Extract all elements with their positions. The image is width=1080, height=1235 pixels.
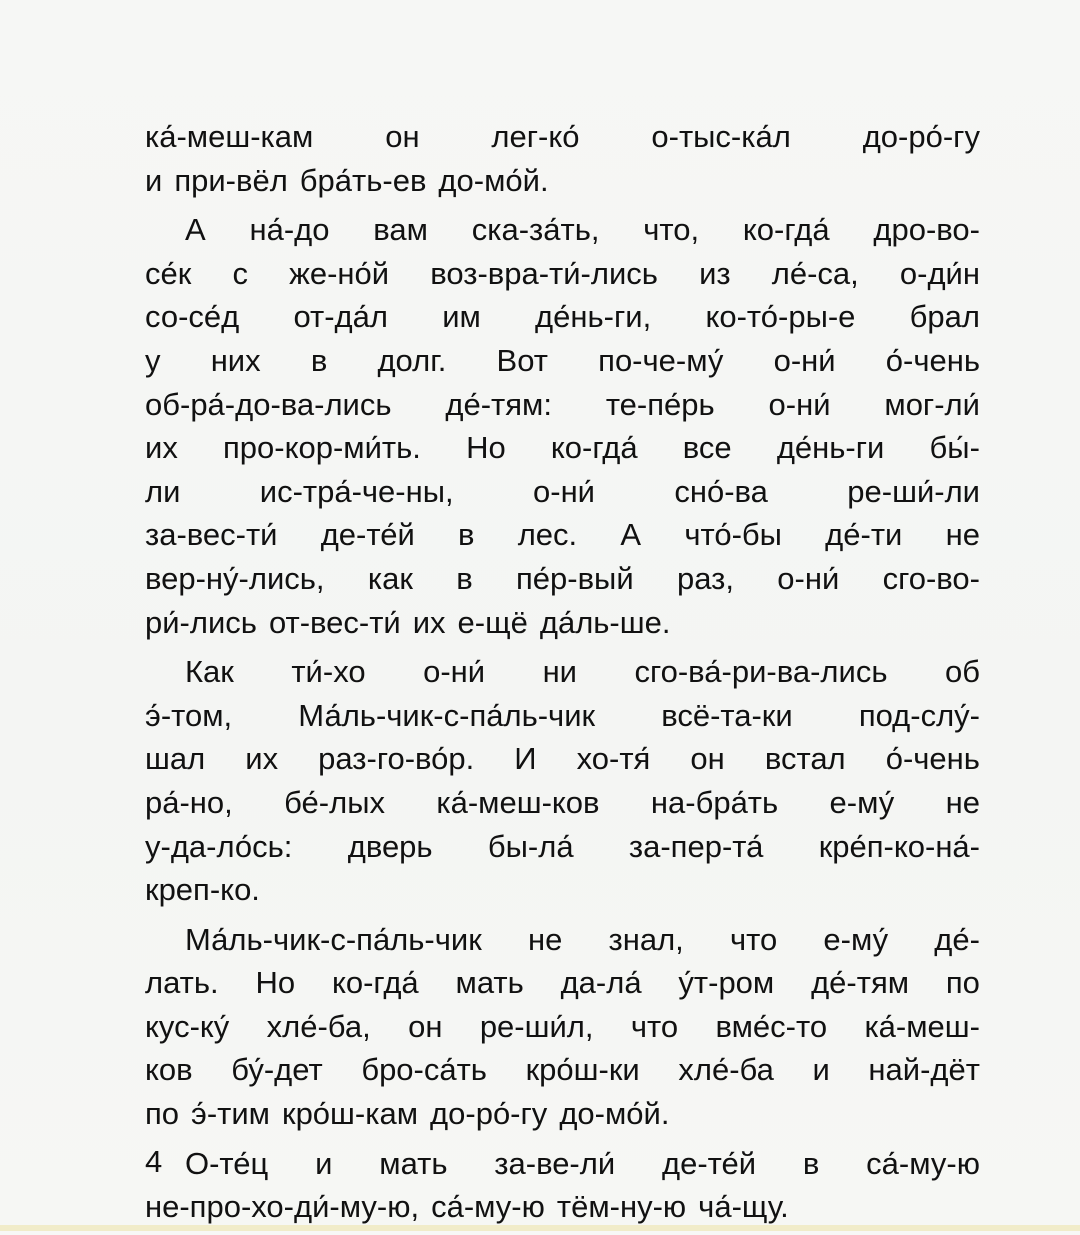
text-line [145,208,980,252]
word: в [802,1145,820,1181]
word: брал [909,299,980,335]
word: ни [542,654,577,690]
word: от-да́л [293,299,388,335]
word: де-те́й [320,517,415,553]
word: за-пер-та́ [628,828,764,864]
text-line [145,426,980,470]
word: ти́-хо [291,654,366,690]
text-line [145,1185,980,1229]
word: и [315,1145,333,1181]
word: их [412,604,446,640]
word: кро́ш-ки [525,1052,640,1088]
word: бе́-лых [284,784,385,820]
text-line [145,159,980,203]
word: ле́-са, [771,255,859,291]
word: кре́п-ко-на́- [818,828,980,864]
word: лег-ко́ [491,119,580,154]
word: мать [455,965,524,1001]
word: э́-тим [191,1096,270,1132]
word: де́-ти [825,517,903,553]
word: ко-то́-ры-е [705,299,856,335]
word: лес. [517,517,578,553]
word: же-но́й [289,255,390,291]
word: ка́-меш-ков [436,784,600,820]
word: ча́-щу. [698,1189,789,1225]
word: креп-ко. [145,872,260,908]
page-edge [0,1225,1080,1231]
word: и [812,1052,830,1088]
word: под-слу́- [858,697,980,733]
text-line [145,1142,980,1186]
paragraph [145,208,980,644]
word: до-мо́й. [438,162,549,198]
word: про-кор-ми́ть. [223,430,421,466]
word: дро-во- [873,212,980,248]
word: ко-гда́ [550,430,638,466]
word: пе́р-вый [516,560,634,596]
word: бы-ла́ [487,828,574,864]
word: ре-ши́-ли [847,473,980,509]
word: до-ро́-гу [430,1096,548,1132]
text-line [145,918,980,962]
word: е-щё [457,604,528,640]
word: он [408,1008,443,1044]
word: ка́-меш-кам [145,119,314,154]
word: Как [185,654,234,690]
word: О-те́ц [185,1145,269,1181]
word: ли [145,473,181,509]
word: он [690,741,725,777]
text-line [145,295,980,339]
word: о-ди́н [899,255,980,291]
word: о-ни́ [777,560,840,596]
word: все [682,430,732,466]
word: ра́-но, [145,784,233,820]
word: де-те́й [661,1145,757,1181]
story-text [145,115,980,1235]
word: Ма́ль-чик-с-па́ль-чик [298,697,596,733]
word: ре-ши́л, [479,1008,594,1044]
word: сго-ва́-ри-ва-лись [634,654,888,690]
word: раз-го-во́р. [318,741,475,777]
word: ко-гда́ [331,965,419,1001]
paragraph [145,115,980,202]
word: о-ни́ [773,342,836,378]
word: вам [373,212,428,248]
word: на́-до [249,212,330,248]
word: что, [643,212,700,248]
text-line [145,1005,980,1049]
word: де́нь-ги [776,430,885,466]
word: ко-гда́ [742,212,830,248]
word: И [514,741,537,777]
text-line [145,383,980,427]
word: хо-тя́ [576,741,651,777]
word: А [185,212,206,248]
word: шал [145,741,206,777]
word: ка́-меш- [864,1008,980,1044]
word: по [145,1096,180,1132]
word: их [245,741,279,777]
word: о-тыс-ка́л [651,119,791,154]
word: у-да-ло́сь: [145,828,293,864]
word: из [699,255,731,291]
word: о-ни́ [768,386,831,422]
word: об-ра́-до-ва-лись [145,386,392,422]
word: с [232,255,248,291]
word: о-ни́ [423,654,486,690]
word: до-мо́й. [559,1096,670,1132]
text-line [145,1092,980,1136]
word: что [630,1008,679,1044]
word: и [145,162,163,198]
word: дверь [347,828,433,864]
word: кро́ш-кам [282,1096,419,1132]
word: не [945,517,980,553]
word: е-му́ [829,784,895,820]
text-line [145,694,980,738]
text-line [145,650,980,694]
word: ска-за́ть, [471,212,600,248]
word: до-ро́-гу [862,119,980,154]
word: най-дёт [868,1052,980,1088]
paragraph [145,918,980,1136]
word: ис-тра́-че-ны, [259,473,454,509]
word: кус-ку́ [145,1008,230,1044]
word: всё-та-ки [661,697,793,733]
word: те-пе́рь [605,386,715,422]
word: от-вес-ти́ [268,604,401,640]
word: хле́-ба, [266,1008,371,1044]
word: мать [379,1145,448,1181]
word: са́-му-ю [431,1189,545,1225]
word: по-че-му́ [598,342,724,378]
word: со-се́д [145,299,240,335]
paragraph [145,650,980,912]
word: что [729,921,778,957]
word: у [145,342,161,378]
word: де́-тям [811,965,910,1001]
word: Но [255,965,296,1001]
word: са́-му-ю [866,1145,980,1181]
word: ков [145,1052,193,1088]
word: что́-бы [684,517,782,553]
word: е-му́ [823,921,889,957]
word: при-вёл [174,162,288,198]
text-line [145,781,980,825]
word: о́-чень [885,342,980,378]
word: по [945,965,980,1001]
word: да-ла́ [560,965,642,1001]
word: их [145,430,178,466]
word: в [458,517,475,553]
word: де́-тям: [445,386,552,422]
word: них [210,342,261,378]
text-line [145,252,980,296]
word: э́-том, [145,697,233,733]
page-number: 4 [145,1144,163,1179]
text-line [145,115,980,159]
word: не [527,921,563,957]
word: мог-ли́ [884,386,980,422]
word: за-ве-ли́ [494,1145,616,1181]
word: как [367,560,413,596]
word: бро-са́ть [361,1052,487,1088]
word: у́т-ром [678,965,775,1001]
text-line [145,601,980,645]
word: ри́-лись [145,604,257,640]
word: о́-чень [885,741,980,777]
text-line [145,868,980,912]
word: раз, [676,560,734,596]
word: да́ль-ше. [539,604,671,640]
word: де́- [934,921,980,957]
word: А [620,517,642,553]
word: вме́с-то [715,1008,828,1044]
text-line [145,1048,980,1092]
text-line [145,339,980,383]
word: в [310,342,328,378]
word: знал, [608,921,684,957]
word: воз-вра-ти́-лись [430,255,658,291]
word: он [385,119,420,154]
word: за-вес-ти́ [145,517,278,553]
word: се́к [145,255,192,291]
text-line [145,470,980,514]
word: встал [764,741,846,777]
word: об [944,654,980,690]
text-line [145,825,980,869]
word: бы́- [929,430,980,466]
word: Но [466,430,506,466]
text-line [145,961,980,1005]
word: не [945,784,980,820]
word: хле́-ба [678,1052,774,1088]
word: в [456,560,473,596]
word: де́нь-ги, [535,299,652,335]
word: долг. [377,342,447,378]
paragraph [145,1142,980,1229]
word: Ма́ль-чик-с-па́ль-чик [185,921,482,957]
word: им [442,299,481,335]
word: о-ни́ [533,473,595,509]
word: Вот [496,342,548,378]
word: сно́-ва [674,473,768,509]
text-line [145,513,980,557]
word: вер-ну́-лись, [145,560,325,596]
word: бу́-дет [231,1052,323,1088]
word: не-про-хо-ди́-му-ю, [145,1189,420,1225]
word: сго-во- [882,560,980,596]
word: бра́ть-ев [299,162,427,198]
word: на-бра́ть [650,784,779,820]
word: лать. [145,965,219,1001]
word: тём-ну-ю [556,1189,687,1225]
text-line [145,737,980,781]
text-line [145,557,980,601]
